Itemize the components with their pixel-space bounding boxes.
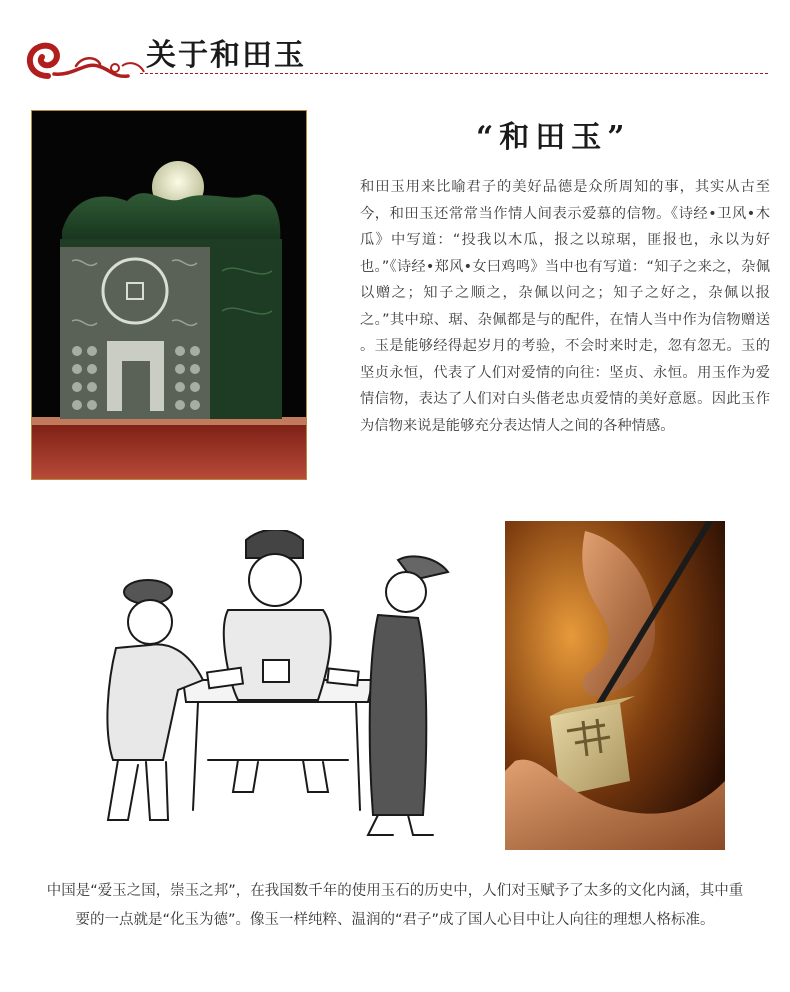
- carving-hands-image: [505, 521, 725, 850]
- article-paragraph: 和田玉用来比喻君子的美好品德是众所周知的事，其实从古至今，和田玉还常常当作情人间表示爱慕的信物。《诗经•卫风•木瓜》中写道：“投我以木瓜，报之以琼琚，匪报也，永以为好也。”《诗经•郑风•女曰鸡鸣》当中也有写道：“知子之来之，杂佩以赠之；知子之顺之，杂佩以问之；知子之好之，杂佩以报之。”其中琼、琚、杂佩都是与的配件，在情人当中作为信物赠送 。玉是能够经得起岁月的考验，不会时来时走，忽有忽无。玉的坚贞永恒，代表了人们对爱情的向往：坚贞、永恒。用玉作为爱情信物，表达了人们对白头偕老忠贞爱情的美好意愿。因此玉作为信物来说是能够充分表达情人之间的各种情感。: [360, 179, 770, 434]
- header: [0, 0, 790, 90]
- seal-carving-photo: [505, 521, 725, 850]
- jade-seal-photo: [31, 110, 307, 480]
- footer-paragraph: 中国是“爱玉之国，崇玉之邦”，在我国数千年的使用玉石的历史中，人们对玉赋予了太多的文化内涵，其中重要的一点就是“化玉为德”。像玉一样纯粹、温润的“君子”成了国人心目中让人向往的理想人格标准。: [46, 883, 744, 928]
- red-cloud-swirl-icon: [18, 36, 148, 82]
- article-heading: “和田玉”: [476, 120, 631, 155]
- page-title: 关于和田玉: [146, 38, 306, 73]
- seal-carvers-sketch: [88, 530, 468, 850]
- jade-seal-image: [32, 111, 306, 479]
- header-divider: [140, 73, 768, 74]
